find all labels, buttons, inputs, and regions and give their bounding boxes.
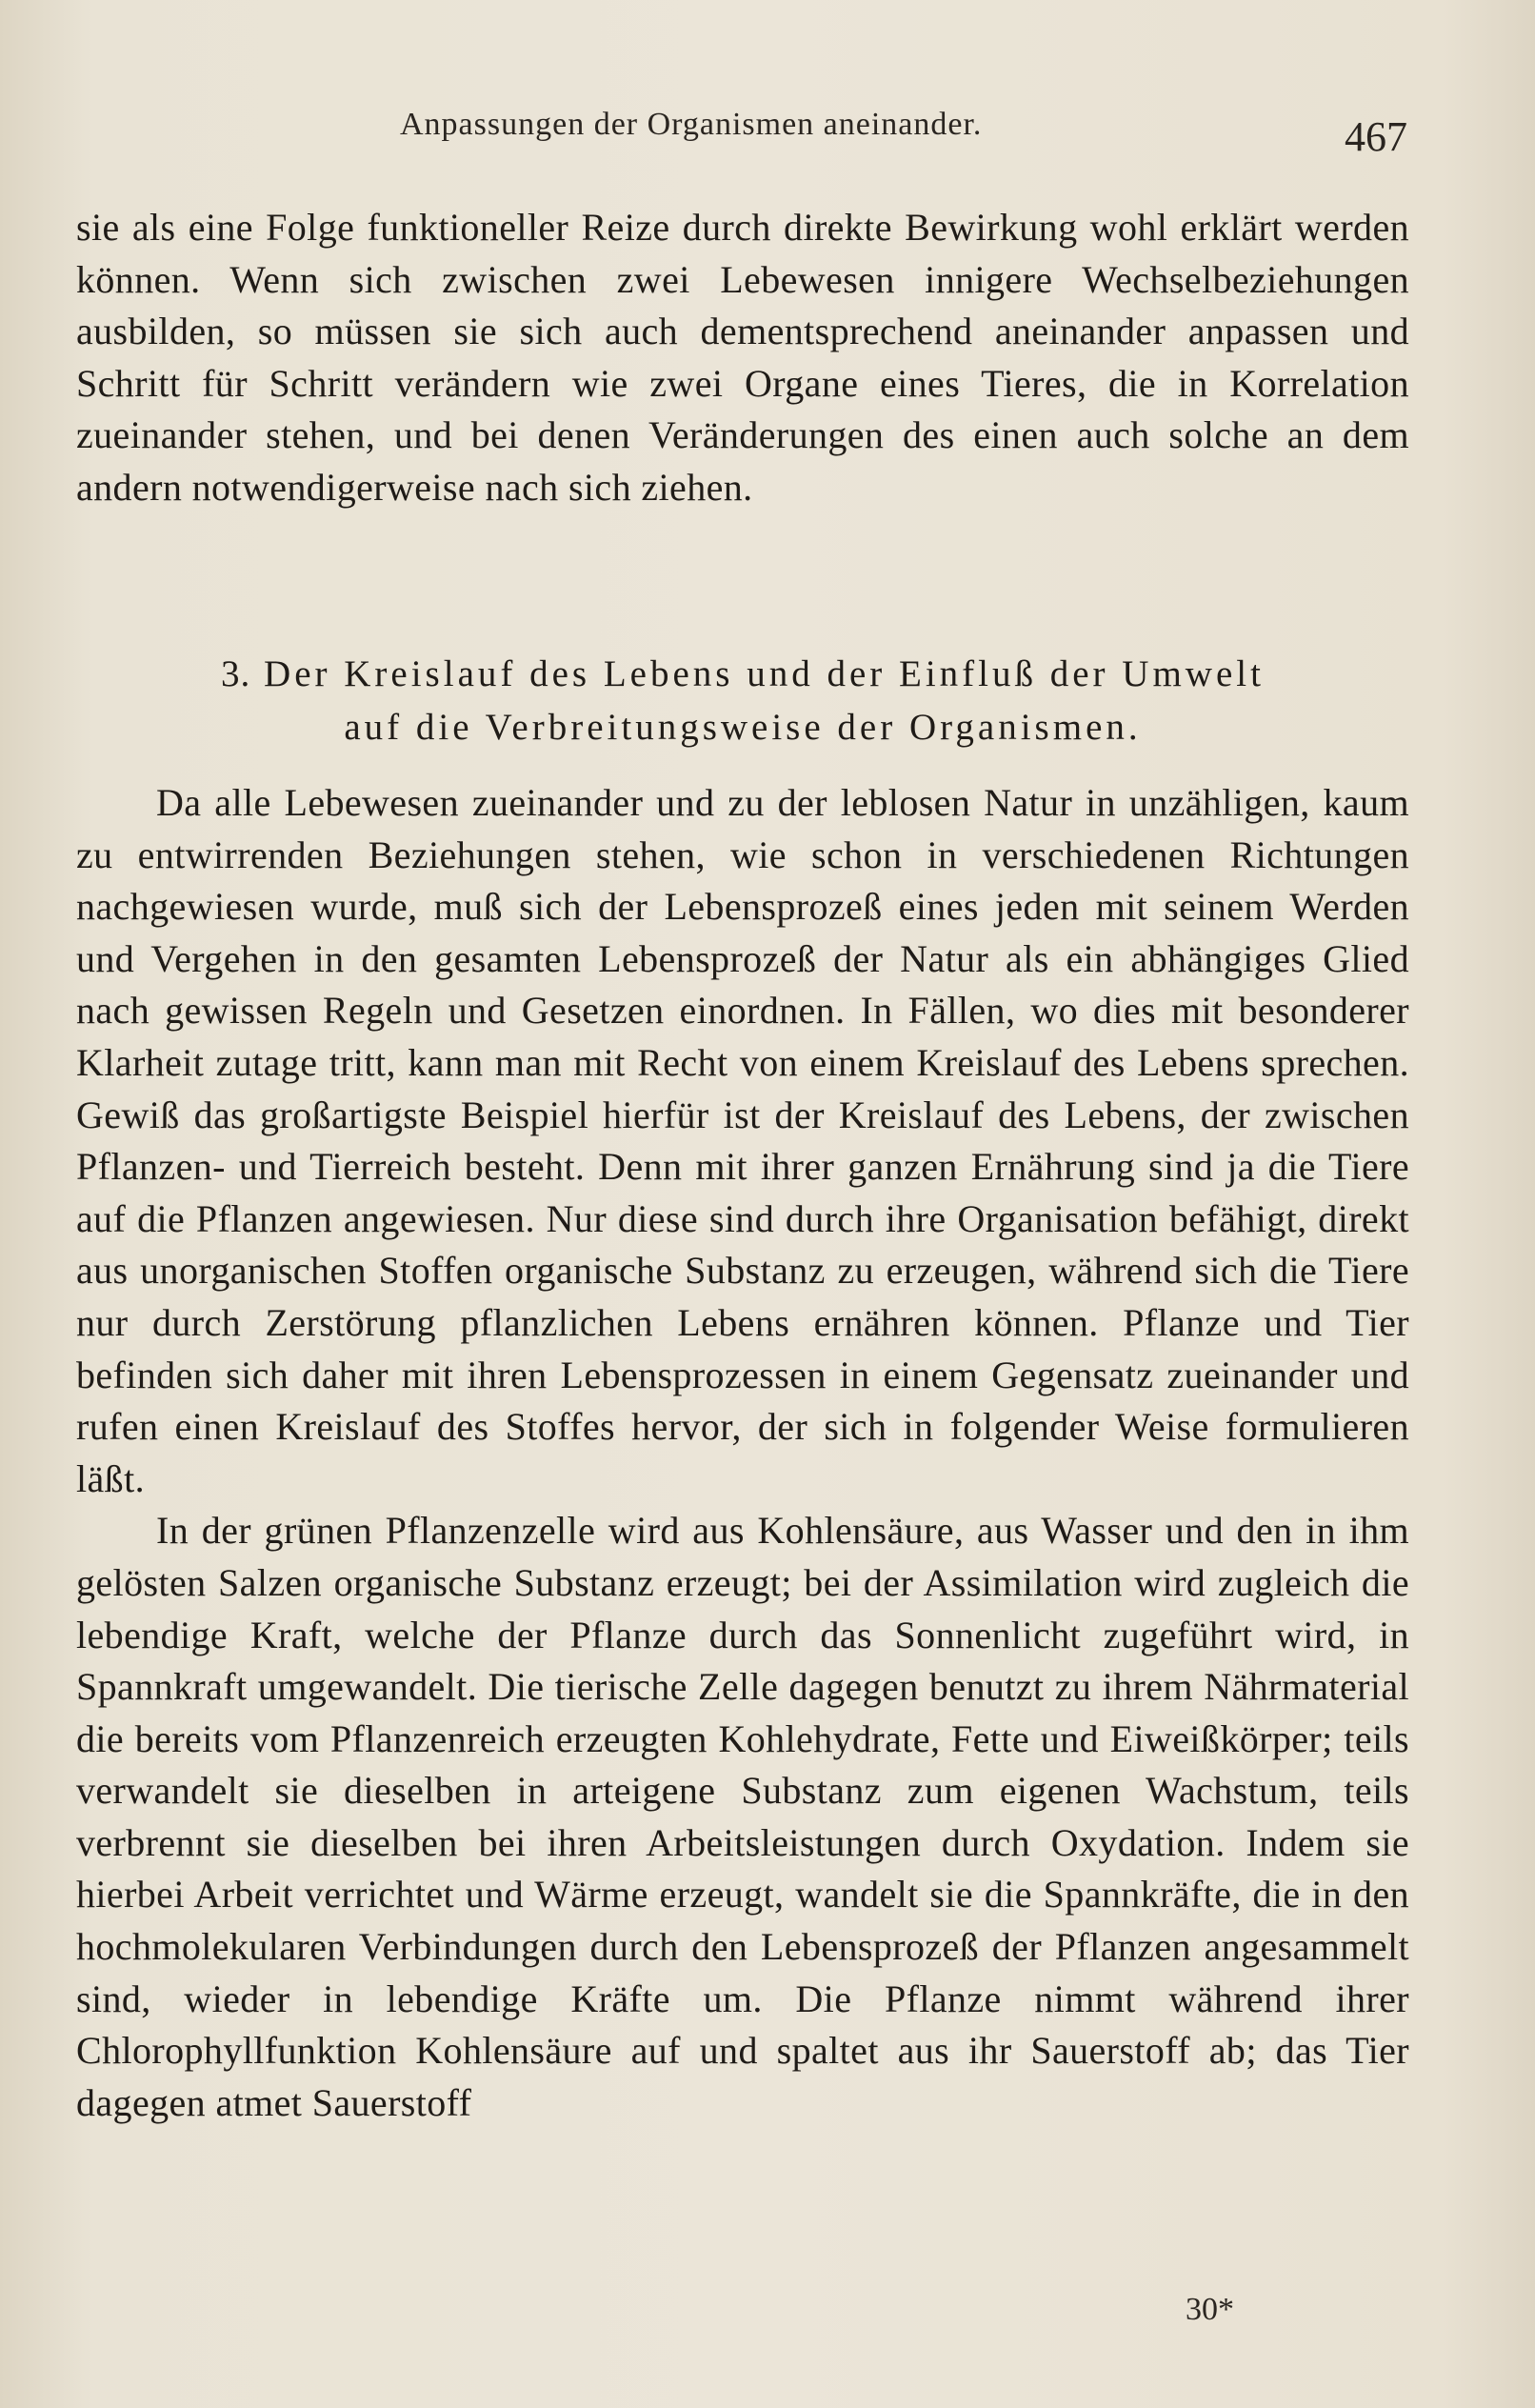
- section-title-line2: auf die Verbreitungsweise der Organismen.: [344, 707, 1142, 748]
- text-block-top: [76, 202, 1409, 514]
- section-number: 3.: [221, 653, 251, 694]
- section-heading-line1: [76, 648, 1409, 701]
- paragraph: In der grünen Pflanzenzelle wird aus Kohlensäure, aus Wasser und den in ihm gelösten Salzen organische Substanz erzeugt; bei der Assimilation wird zugleich die lebendige Kraft, welche der Pflanze durch das Sonnenlicht zugeführt wird, in Spannkraft umgewandelt. Die tierische Zelle dagegen benutzt zu ihrem Nährmaterial die bereits vom Pflanzenreich erzeugten Kohlehydrate, Fette und Eiweißkörper; teils verwandelt sie dieselben in arteigene Substanz zum eigenen Wachstum, teils verbrennt sie dieselben bei ihren Arbeitsleistungen durch Oxydation. Indem sie hierbei Arbeit verrichtet und Wärme erzeugt, wandelt sie die Spannkräfte, die in den hochmolekularen Verbindungen durch den Lebensprozeß der Pflanzen angesammelt sind, wieder in lebendige Kräfte um. Die Pflanze nimmt während ihrer Chlorophyllfunktion Kohlensäure auf und spaltet aus ihr Sauerstoff ab; das Tier dagegen atmet Sauerstoff: [76, 1509, 1409, 2124]
- running-title: Anpassungen der Organismen aneinander.: [400, 107, 983, 142]
- paragraph: Da alle Lebewesen zueinander und zu der leblosen Natur in unzähligen, kaum zu entwirrenden Beziehungen stehen, wie schon in verschiedenen Richtungen nachgewiesen wurde, muß sich der Lebensprozeß eines jeden mit seinem Werden und Vergehen in den gesamten Lebensprozeß der Natur als ein abhängiges Glied nach gewissen Regeln und Gesetzen einordnen. In Fällen, wo dies mit besonderer Klarheit zutage tritt, kann man mit Recht von einem Kreislauf des Lebens sprechen. Gewiß das großartigste Beispiel hierfür ist der Kreislauf des Lebens, der zwischen Pflanzen- und Tierreich besteht. Denn mit ihrer ganzen Ernährung sind ja die Tiere auf die Pflanzen angewiesen. Nur diese sind durch ihre Organisation befähigt, direkt aus unorganischen Stoffen organische Substanz zu erzeugen, während sich die Tiere nur durch Zerstörung pflanzlichen Lebens ernähren können. Pflanze und Tier befinden sich daher mit ihren Lebensprozessen in einem Gegensatz zueinander und rufen einen Kreislauf des Stoffes hervor, der sich in folgender Weise formulieren läßt.: [76, 781, 1409, 1500]
- section-heading: [76, 648, 1409, 754]
- signature-mark: 30*: [1186, 2292, 1234, 2327]
- paragraph: sie als eine Folge funktioneller Reize durch direkte Bewirkung wohl erklärt werden können. Wenn sich zwischen zwei Lebewesen innigere Wechselbeziehungen ausbilden, so müssen sie sich auch dementsprechend aneinander anpassen und Schritt für Schritt verändern wie zwei Organe eines Tieres, die in Korrelation zueinander stehen, und bei denen Veränderungen des einen auch solche an dem andern notwendigerweise nach sich ziehen.: [76, 206, 1409, 509]
- page-number: 467: [1345, 113, 1407, 160]
- section-title-line1: Der Kreislauf des Lebens und der Einfluß der Umwelt: [264, 653, 1265, 694]
- text-block-main: [76, 777, 1409, 2129]
